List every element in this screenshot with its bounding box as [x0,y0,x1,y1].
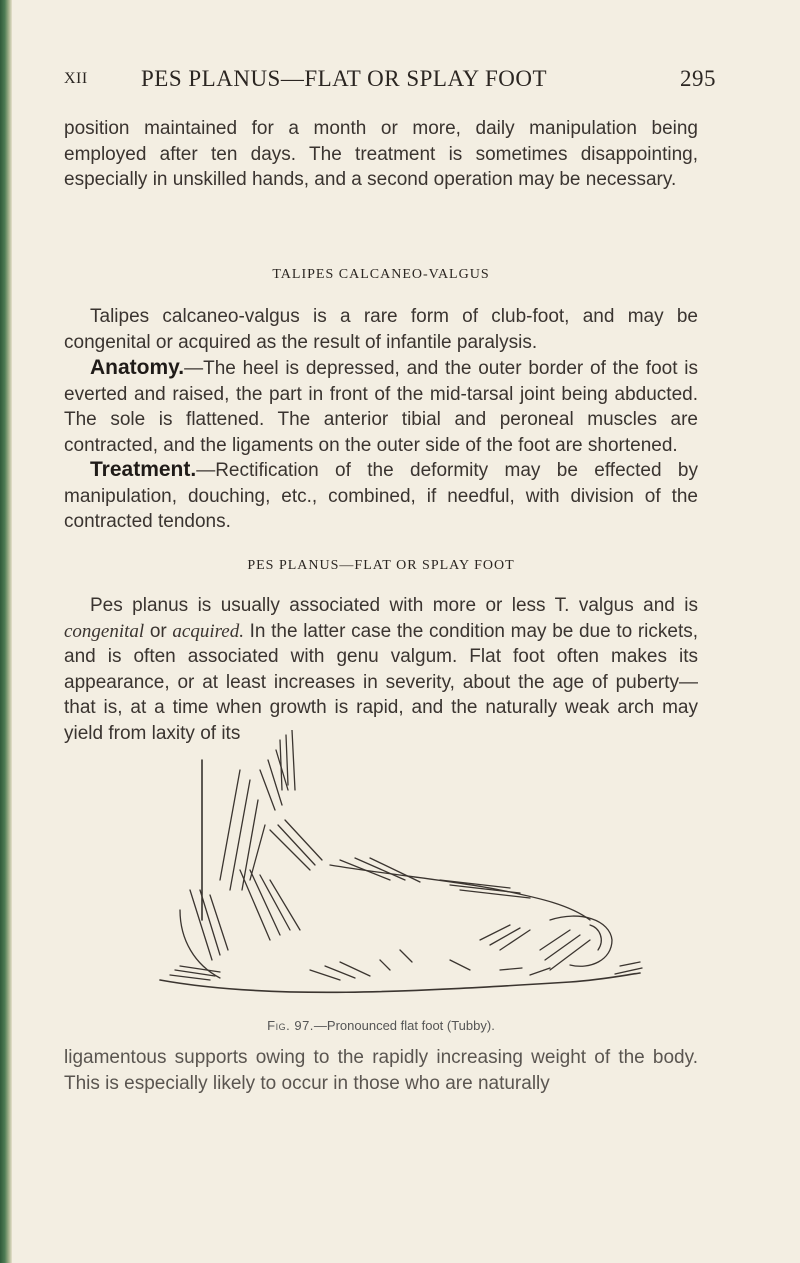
page-number: 295 [680,66,716,91]
paragraph-treatment [64,457,698,535]
treatment-text: —Rectification of the deformity may be effected by manipulation, douching, etc., combined, if needful, with division of the contracted tendons. [64,460,698,532]
pes-planus-text-b: or [144,620,173,642]
section-heading-pes-planus: PES PLANUS—FLAT OR SPLAY FOOT [247,558,515,573]
figure-caption-text: —Pronounced flat foot (Tubby). [313,1018,495,1033]
treatment-label: Treatment. [90,458,197,481]
anatomy-label: Anatomy. [90,356,185,379]
pes-planus-text-c: In the latter case the condition may be due to rickets, and is often associated with genu valgum. Flat foot often makes its appearance, or at least increases in severity, about the age of puberty—that is, at a time when growth is rapid, and the naturally weak arch may yield from laxity of its [64,620,698,744]
paragraph-anatomy [64,355,698,458]
paragraph-continuation: ligamentous supports owing to the rapidly increasing weight of the body. This is especially likely to occur in those who are naturally [64,1047,698,1094]
flat-foot-illustration [150,730,650,1015]
term-congenital: congenital [64,620,145,642]
term-acquired: acquired. [172,620,244,642]
paragraph-calcaneo-valgus: Talipes calcaneo-valgus is a rare form of club-foot, and may be congenital or acquired as the result of infantile paralysis. [64,306,698,353]
running-header [64,64,716,98]
paragraph-pes-planus [64,593,698,746]
figure-caption [64,1018,698,1033]
figure-label: Fig. 97. [267,1018,314,1033]
anatomy-text: —The heel is depressed, and the outer border of the foot is everted and raised, the part in front of the mid-tarsal joint being abducted. The sole is flattened. The anterior tibial and peroneal muscles are contracted, and the ligaments on the outer side of the foot are shortened. [64,358,698,456]
chapter-number: XII [64,70,88,87]
paragraph-continued: position maintained for a month or more, daily manipulation being employed after ten days. The treatment is sometimes disappointing, especially in unskilled hands, and a second operation may be necessary. [64,118,698,190]
section-heading-calcaneo-valgus: TALIPES CALCANEO-VALGUS [272,267,490,282]
book-spine-edge [0,0,12,1263]
pes-planus-text-a: Pes planus is usually associated with more or less T. valgus and is [90,595,698,616]
foot-drawing [150,730,650,1015]
running-title: PES PLANUS—FLAT OR SPLAY FOOT [141,66,548,91]
